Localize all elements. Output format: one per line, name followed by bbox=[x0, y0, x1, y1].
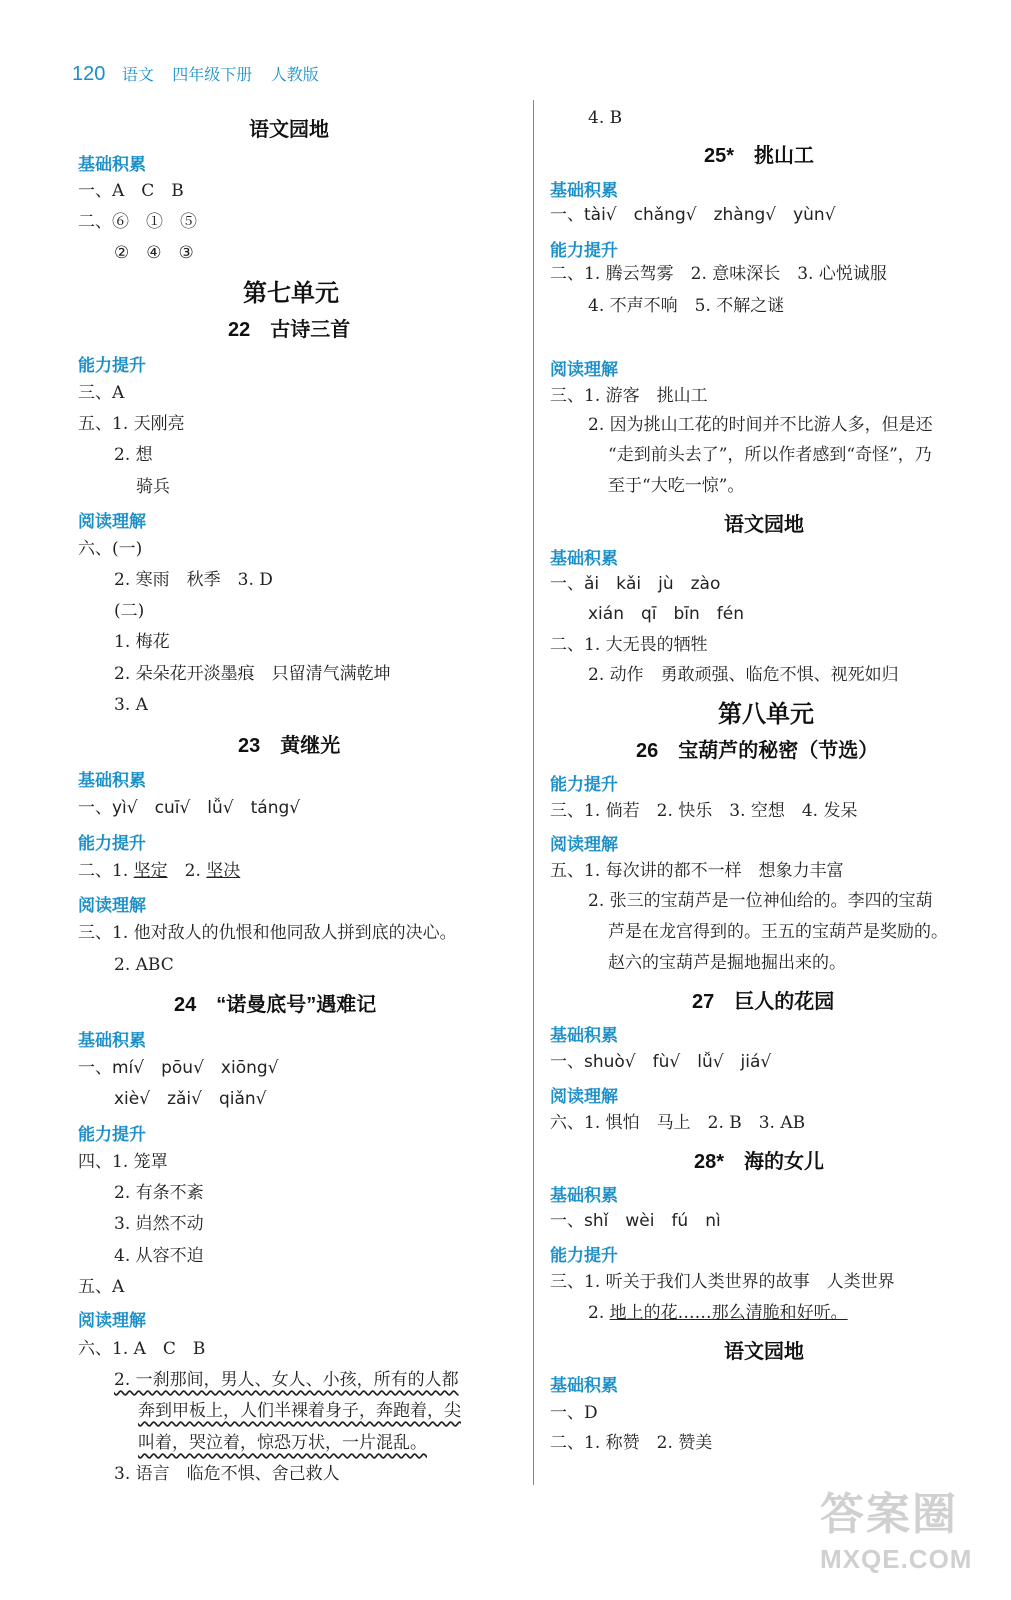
answer-line: 三、1. 听关于我们人类世界的故事 人类世界 bbox=[550, 1272, 895, 1292]
section-label: 基础积累 bbox=[550, 1376, 618, 1395]
answer-line: 2. 寒雨 秋季 3. D bbox=[114, 570, 273, 590]
section-label: 阅读理解 bbox=[78, 512, 146, 531]
section-label: 能力提升 bbox=[78, 834, 146, 853]
section-title: 语文园地 bbox=[249, 119, 329, 141]
section-label: 基础积累 bbox=[78, 155, 146, 174]
pinyin-line: 一、yì√ cuī√ lǚ√ táng√ bbox=[78, 798, 301, 818]
wavy-answer-line: 奔到甲板上，人们半裸着身子，奔跑着，尖 bbox=[138, 1401, 461, 1421]
answer-line: 2. 有条不紊 bbox=[114, 1183, 204, 1203]
section-label: 阅读理解 bbox=[550, 360, 618, 379]
answer-line: 2. 朵朵花开淡墨痕 只留清气满乾坤 bbox=[114, 664, 391, 684]
answer-line: 至于“大吃一惊”。 bbox=[608, 476, 745, 496]
section-label: 能力提升 bbox=[550, 1246, 618, 1265]
answer-line: 六、1. 惧怕 马上 2. B 3. AB bbox=[550, 1113, 806, 1133]
answer-line: 二、1. 腾云驾雾 2. 意味深长 3. 心悦诚服 bbox=[550, 264, 887, 284]
answer-line: 4. B bbox=[588, 108, 623, 128]
answer-line: 四、1. 笼罩 bbox=[78, 1152, 168, 1172]
page-header bbox=[72, 62, 333, 86]
answer-line: 2. 想 bbox=[114, 445, 153, 465]
answer-line: 三、1. 游客 挑山工 bbox=[550, 386, 708, 406]
pinyin-line: 一、shuò√ fù√ lǚ√ jiá√ bbox=[550, 1052, 772, 1072]
section-label: 基础积累 bbox=[550, 1186, 618, 1205]
section-label: 基础积累 bbox=[550, 549, 618, 568]
underlined-answer: 坚定 bbox=[133, 861, 168, 881]
answer-line: ② ④ ③ bbox=[114, 243, 194, 263]
page-number: 120 bbox=[72, 63, 106, 85]
answer-line: 一、D bbox=[550, 1403, 598, 1423]
section-label: 阅读理解 bbox=[550, 835, 618, 854]
lesson-title: 23 黄继光 bbox=[238, 735, 341, 757]
answer-line: 1. 梅花 bbox=[114, 632, 170, 652]
subject-label: 语文 bbox=[121, 67, 154, 84]
section-label: 能力提升 bbox=[550, 241, 618, 260]
underlined-answer: 坚决 bbox=[206, 861, 241, 881]
edition-label: 人教版 bbox=[270, 67, 319, 84]
section-title: 语文园地 bbox=[724, 514, 804, 536]
section-label: 基础积累 bbox=[550, 1026, 618, 1045]
answer-line bbox=[588, 1302, 848, 1324]
pinyin-line: 一、ǎi kǎi jù zào bbox=[550, 574, 721, 594]
answer-text: 2. bbox=[167, 861, 207, 881]
lesson-title: 26 宝葫芦的秘密（节选） bbox=[636, 740, 879, 762]
answer-line: 芦是在龙宫得到的。王五的宝葫芦是奖励的。 bbox=[608, 922, 948, 942]
answer-line: 3. 语言 临危不惧、舍己救人 bbox=[114, 1464, 340, 1484]
column-divider bbox=[533, 100, 534, 1485]
answer-line: 骑兵 bbox=[136, 477, 170, 497]
answer-line: 一、A C B bbox=[78, 181, 184, 201]
answer-line: 五、A bbox=[78, 1277, 125, 1297]
lesson-title: 25* 挑山工 bbox=[704, 145, 815, 167]
pinyin-line: xiè√ zǎi√ qiǎn√ bbox=[114, 1089, 267, 1109]
watermark-logo bbox=[820, 1478, 995, 1588]
wavy-answer-line: 2. 一刹那间，男人、女人、小孩，所有的人都 bbox=[114, 1370, 459, 1390]
section-label: 阅读理解 bbox=[78, 1311, 146, 1330]
watermark-text: 答案圈 bbox=[820, 1490, 958, 1539]
section-label: 基础积累 bbox=[550, 181, 618, 200]
answer-line: 二、1. 大无畏的牺牲 bbox=[550, 635, 708, 655]
answer-line: 3. A bbox=[114, 695, 148, 715]
answer-line bbox=[78, 860, 240, 882]
answer-line: (二) bbox=[114, 601, 145, 621]
answer-line: 赵六的宝葫芦是掘地掘出来的。 bbox=[608, 953, 846, 973]
answer-line: “走到前头去了”，所以作者感到“奇怪”，乃 bbox=[608, 445, 932, 465]
section-label: 能力提升 bbox=[78, 356, 146, 375]
grade-label: 四年级下册 bbox=[172, 67, 253, 84]
pinyin-line: 一、mí√ pōu√ xiōng√ bbox=[78, 1058, 279, 1078]
answer-line: 六、(一) bbox=[78, 539, 143, 559]
section-label: 阅读理解 bbox=[78, 896, 146, 915]
section-title: 语文园地 bbox=[724, 1341, 804, 1363]
answer-line: 4. 不声不响 5. 不解之谜 bbox=[588, 296, 785, 316]
answer-line: 五、1. 每次讲的都不一样 想象力丰富 bbox=[550, 861, 844, 881]
lesson-title: 27 巨人的花园 bbox=[692, 991, 835, 1013]
section-label: 基础积累 bbox=[78, 1031, 146, 1050]
answer-line: 二、1. 称赞 2. 赞美 bbox=[550, 1433, 713, 1453]
answer-text: 2. bbox=[588, 1303, 610, 1323]
pinyin-line: 一、tài√ chǎng√ zhàng√ yùn√ bbox=[550, 205, 836, 225]
section-label: 阅读理解 bbox=[550, 1087, 618, 1106]
answer-line: 六、1. A C B bbox=[78, 1339, 206, 1359]
answer-line: 2. 因为挑山工花的时间并不比游人多，但是还 bbox=[588, 415, 933, 435]
underlined-answer: 地上的花……那么清脆和好听。 bbox=[609, 1303, 848, 1323]
section-label: 基础积累 bbox=[78, 771, 146, 790]
answer-line: 2. ABC bbox=[114, 955, 174, 975]
answer-line: 4. 从容不迫 bbox=[114, 1246, 204, 1266]
answer-line: 3. 岿然不动 bbox=[114, 1214, 204, 1234]
answer-line: 三、1. 他对敌人的仇恨和他同敌人拼到底的决心。 bbox=[78, 923, 457, 943]
unit-title: 第八单元 bbox=[718, 701, 814, 728]
pinyin-line: 一、shǐ wèi fú nì bbox=[550, 1211, 721, 1231]
answer-line: 2. 动作 勇敢顽强、临危不惧、视死如归 bbox=[588, 665, 899, 685]
pinyin-line: xián qī bīn fén bbox=[588, 604, 744, 624]
watermark-url: MXQE.COM bbox=[820, 1544, 973, 1574]
answer-line: 三、1. 倘若 2. 快乐 3. 空想 4. 发呆 bbox=[550, 801, 858, 821]
lesson-title: 28* 海的女儿 bbox=[694, 1151, 825, 1173]
section-label: 能力提升 bbox=[78, 1125, 146, 1144]
wavy-answer-line: 叫着，哭泣着，惊恐万状，一片混乱。 bbox=[138, 1433, 427, 1453]
answer-line: 二、⑥ ① ⑤ bbox=[78, 212, 197, 232]
unit-title: 第七单元 bbox=[243, 280, 339, 307]
section-label: 能力提升 bbox=[550, 775, 618, 794]
lesson-title: 22 古诗三首 bbox=[228, 319, 351, 341]
answer-text: 二、1. bbox=[78, 861, 134, 881]
answer-line: 五、1. 天刚亮 bbox=[78, 414, 185, 434]
answer-line: 三、A bbox=[78, 383, 125, 403]
lesson-title: 24 “诺曼底号”遇难记 bbox=[174, 994, 377, 1016]
answer-line: 2. 张三的宝葫芦是一位神仙给的。李四的宝葫 bbox=[588, 891, 933, 911]
